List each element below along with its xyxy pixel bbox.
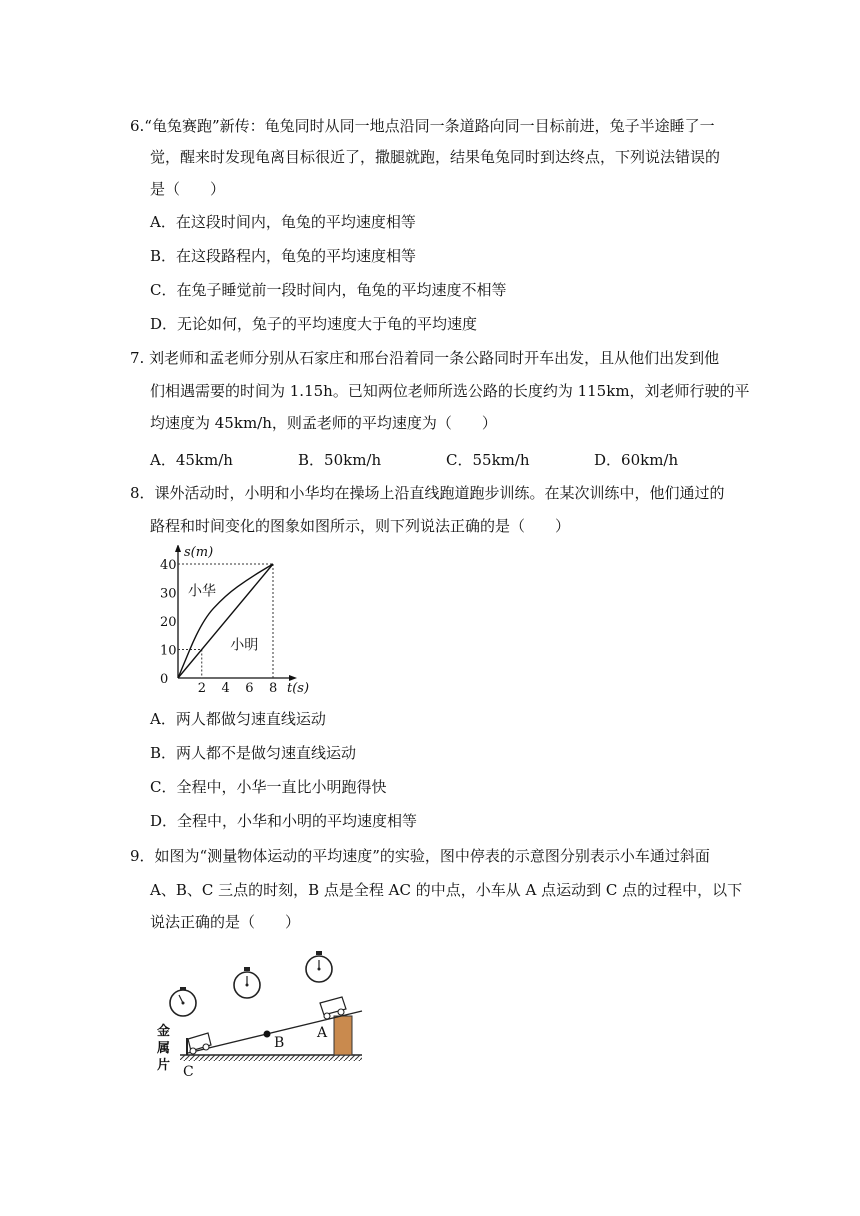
question-7-option-d: D．60km/h	[594, 451, 679, 469]
question-9-line-1: 9．如图为“测量物体运动的平均速度”的实验，图中停表的示意图分别表示小车通过斜面	[130, 847, 710, 865]
wooden-block	[334, 1016, 352, 1055]
question-8-option-a: A．两人都做匀速直线运动	[150, 710, 326, 728]
x-axis-label: t(s)	[287, 681, 310, 695]
question-7-options	[150, 450, 710, 470]
question-9-line-2: A、B、C 三点的时刻，B 点是全程 AC 的中点，小车从 A 点运动到 C 点的过程中，以下	[150, 881, 743, 899]
question-6-option-b: B．在这段路程内，龟兔的平均速度相等	[150, 247, 417, 265]
ground	[180, 1055, 362, 1061]
side-label-1: 金	[157, 1024, 171, 1039]
y-tick-label-0: 0	[160, 672, 169, 687]
series-label-xiaoming: 小明	[230, 637, 259, 654]
side-label-2: 属	[157, 1041, 171, 1056]
question-7-line-2: 们相遇需要的时间为 1.15h。已知两位老师所选公路的长度约为 115km，刘老师行驶的平	[150, 382, 750, 400]
y-tick-label-40: 40	[160, 558, 177, 573]
y-tick-label-30: 30	[160, 586, 177, 602]
question-6-line-2: 觉，醒来时发现龟离目标很近了，撒腿就跑，结果龟兔同时到达终点，下列说法错误的	[150, 148, 721, 166]
y-axis-arrow	[175, 545, 181, 552]
question-7-option-b: B．50km/h	[298, 451, 382, 469]
question-6-option-c: C．在兔子睡觉前一段时间内，龟兔的平均速度不相等	[150, 281, 507, 299]
question-7-line-1: 7. 刘老师和孟老师分别从石家庄和邢台沿着同一条公路同时开车出发，且从他们出发到他	[130, 349, 720, 367]
question-6-line-3: 是（ ）	[150, 180, 226, 198]
stopwatch-c	[170, 987, 196, 1016]
stopwatch-b	[234, 967, 260, 998]
x-tick-label-2: 2	[197, 681, 207, 695]
y-tick-label-10: 10	[160, 643, 177, 659]
incline-experiment-figure	[150, 945, 375, 1080]
question-8-line-2: 路程和时间变化的图象如图所示，则下列说法正确的是（ ）	[150, 517, 571, 535]
label-c: C	[183, 1064, 194, 1080]
x-tick-label-6: 6	[245, 681, 254, 695]
x-tick-label-8: 8	[269, 681, 278, 695]
question-6-option-d: D．无论如何，兔子的平均速度大于龟的平均速度	[150, 315, 478, 333]
point-b-dot	[264, 1031, 271, 1038]
series-label-xiaohua: 小华	[188, 583, 216, 600]
question-6-option-a: A．在这段时间内，龟兔的平均速度相等	[150, 213, 416, 231]
question-7-option-c: C．55km/h	[446, 451, 530, 469]
question-8-line-1: 8．课外活动时，小明和小华均在操场上沿直线跑道跑步训练。在某次训练中，他们通过的	[130, 484, 725, 502]
x-tick-label-4: 4	[221, 681, 230, 695]
question-8-option-d: D．全程中，小华和小明的平均速度相等	[150, 812, 418, 830]
y-tick-label-20: 20	[160, 615, 177, 630]
question-8-option-b: B．两人都不是做匀速直线运动	[150, 744, 357, 762]
label-b: B	[274, 1035, 285, 1051]
y-axis-label: s(m)	[184, 545, 214, 560]
side-label-3: 片	[157, 1058, 171, 1073]
question-8-option-c: C．全程中，小华一直比小明跑得快	[150, 778, 387, 796]
stopwatch-a	[306, 951, 332, 982]
question-7-option-a: A．45km/h	[150, 451, 233, 469]
question-7-line-3: 均速度为 45km/h，则孟老师的平均速度为（ ）	[150, 414, 497, 432]
label-a: A	[317, 1025, 328, 1041]
question-9-line-3: 说法正确的是（ ）	[150, 913, 301, 931]
distance-time-chart	[150, 545, 320, 695]
series-line-xiaoming	[178, 564, 273, 678]
question-6-line-1: 6.“龟兔赛跑”新传：龟兔同时从同一地点沿同一条道路向同一目标前进，兔子半途睡了一	[130, 117, 715, 135]
